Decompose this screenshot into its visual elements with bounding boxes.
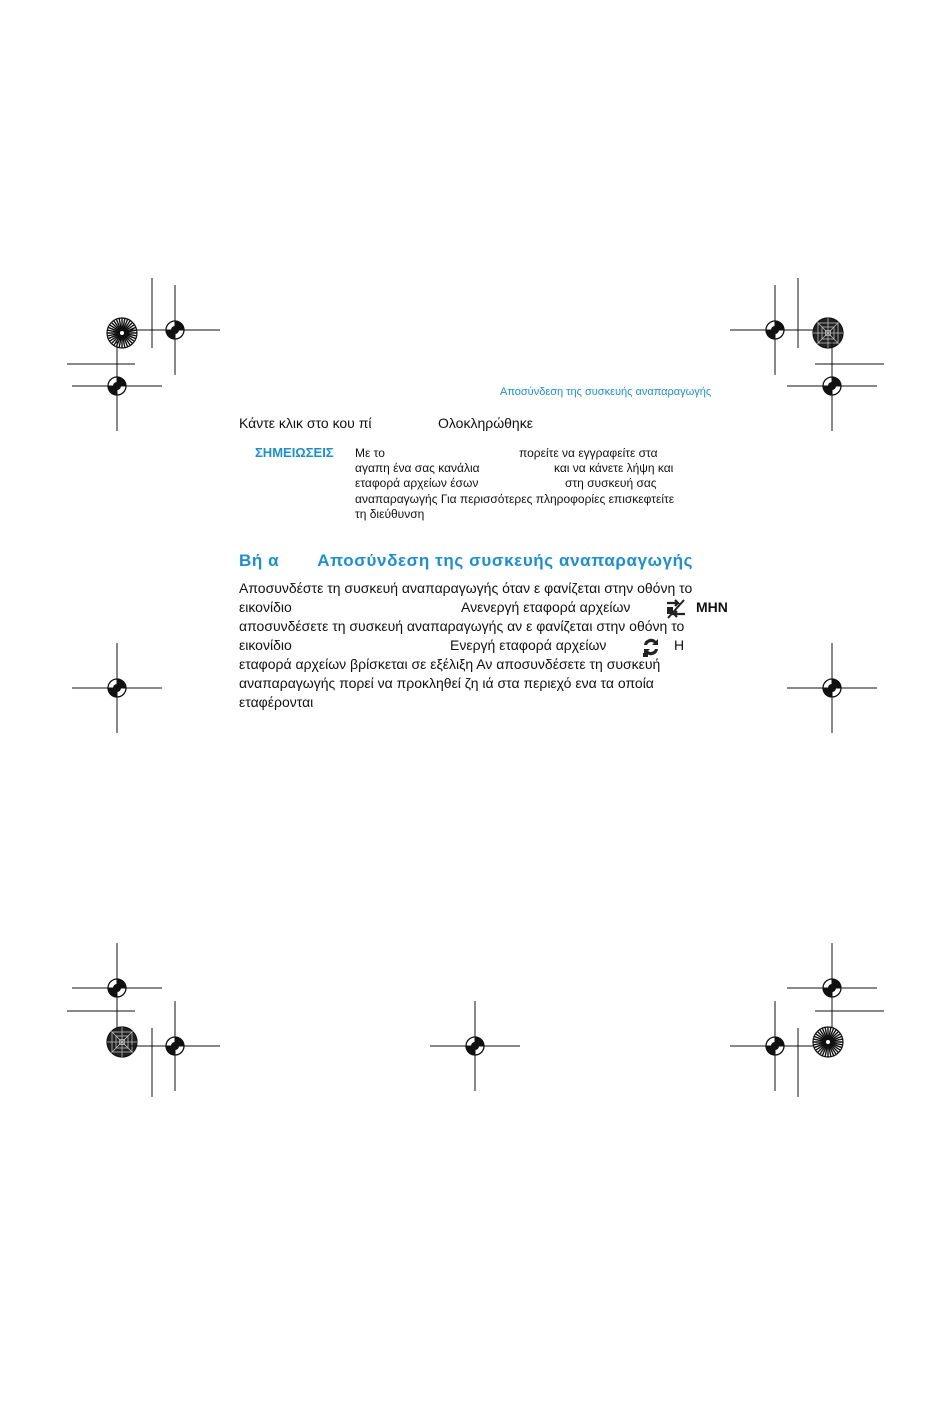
body-line-3: αποσυνδέσετε τη συσκευή αναπαραγωγής αν ε φανίζεται στην οθόνη το — [239, 618, 685, 634]
step-label: Βή α — [239, 551, 280, 570]
running-header: Αποσύνδεση της συσκευής αναπαραγωγής — [500, 386, 712, 398]
transfer-active-icon — [639, 636, 663, 658]
note-line-3a: εταφορά αρχείων έσων — [355, 476, 479, 490]
body-line-1: Αποσυνδέστε τη συσκευή αναπαραγωγής όταν ε φανίζεται στην οθόνη το — [239, 580, 693, 596]
notes-label: ΣΗΜΕΙΩΣΕΙΣ — [255, 445, 334, 460]
note-line-1a: Με το — [355, 446, 385, 460]
transfer-inactive-icon — [664, 598, 688, 620]
section-heading — [239, 551, 693, 571]
body-line-4c: Η — [674, 637, 685, 653]
body-line-2b: Ανενεργή εταφορά αρχείων — [461, 599, 631, 615]
body-line-2a: εικονίδιο — [239, 599, 292, 615]
body-line-4b: Ενεργή εταφορά αρχείων — [450, 637, 607, 653]
body-warning-word: ΜΗΝ — [696, 599, 728, 615]
body-line-5: εταφορά αρχείων βρίσκεται σε εξέλιξη Αν αποσυνδέσετε τη συσκευή — [239, 656, 661, 672]
note-line-3b: στη συσκευή σας — [565, 476, 657, 490]
section-title-text: Αποσύνδεση της συσκευής αναπαραγωγής — [317, 551, 694, 570]
note-line-5: τη διεύθυνση — [355, 507, 425, 521]
note-line-2a: αγαπη ένα σας κανάλια — [355, 461, 480, 475]
body-line-7: εταφέρονται — [239, 694, 314, 710]
note-line-2b: και να κάνετε λήψη και — [554, 461, 674, 475]
body-line-4a: εικονίδιο — [239, 637, 292, 653]
intro-done-text: Ολοκληρώθηκε — [438, 415, 533, 431]
body-line-6: αναπαραγωγής πορεί να προκληθεί ζη ιά στα περιεχό ενα τα οποία — [239, 675, 654, 691]
intro-click-text: Κάντε κλικ στο κου πί — [239, 415, 372, 431]
note-line-4: αναπαραγωγής Για περισσότερες πληροφορίες επισκεφτείτε — [355, 492, 675, 506]
note-line-1b: πορείτε να εγγραφείτε στα — [519, 446, 658, 460]
